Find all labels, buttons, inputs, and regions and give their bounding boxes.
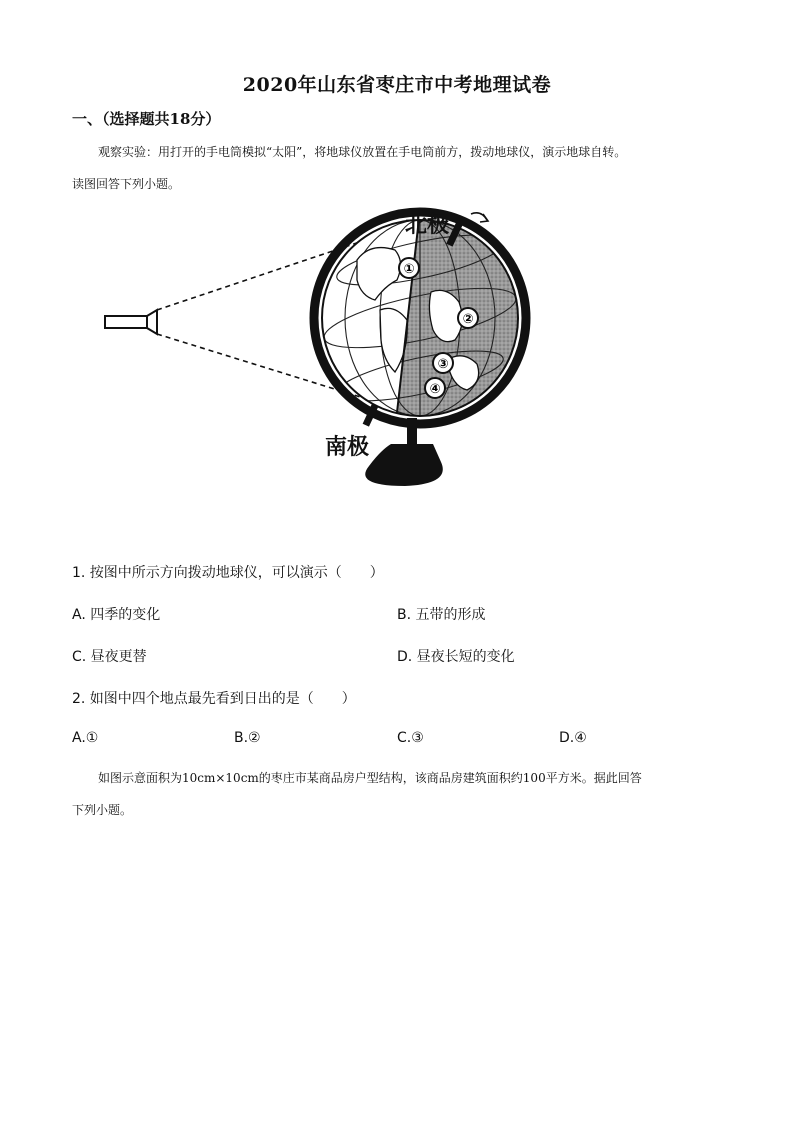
intro-1-line-2: 读图回答下列小题。 (72, 177, 181, 191)
q1-option-b[interactable]: B. 五带的形成 (397, 607, 486, 623)
marker-2 (458, 308, 478, 328)
marker-1-label: ① (403, 262, 415, 277)
q2-option-a[interactable]: A.① (72, 730, 99, 746)
section-heading: 一、（选择题共18分） (72, 110, 221, 128)
q1-option-c[interactable]: C. 昼夜更替 (72, 649, 147, 665)
marker-4 (425, 378, 445, 398)
question-2-text: 2. 如图中四个地点最先看到日出的是（ ） (72, 691, 356, 707)
marker-3 (433, 353, 453, 373)
marker-3-label: ③ (437, 357, 449, 372)
south-pole-label: 南极 (325, 435, 370, 460)
globe-stand (365, 418, 443, 486)
q2-option-d[interactable]: D.④ (559, 730, 587, 746)
intro-2-line-1: 如图示意面积为10cm×10cm的枣庄市某商品房户型结构，该商品房建筑面积约100平方米。据此回答 (98, 771, 642, 785)
q1-option-d[interactable]: D. 昼夜长短的变化 (397, 649, 515, 665)
intro-1-line-1: 观察实验：用打开的手电筒模拟“太阳”，将地球仪放置在手电筒前方，拨动地球仪，演示地球自转。 (98, 145, 627, 159)
marker-4-label: ④ (429, 382, 441, 397)
q2-option-b[interactable]: B.② (234, 730, 261, 746)
flashlight-icon (105, 310, 157, 334)
question-1-text: 1. 按图中所示方向拨动地球仪，可以演示（ ） (72, 565, 384, 581)
intro-paragraph-2 (72, 762, 722, 826)
page-title: 2020年山东省枣庄市中考地理试卷 (242, 74, 552, 96)
marker-1 (399, 258, 419, 278)
north-pole-label: 北极 (405, 213, 450, 238)
intro-paragraph-1 (72, 136, 722, 200)
q1-option-a[interactable]: A. 四季的变化 (72, 607, 161, 623)
intro-2-line-2: 下列小题。 (72, 803, 133, 817)
globe-figure (95, 200, 535, 500)
marker-2-label: ② (462, 312, 474, 327)
q2-option-c[interactable]: C.③ (397, 730, 424, 746)
